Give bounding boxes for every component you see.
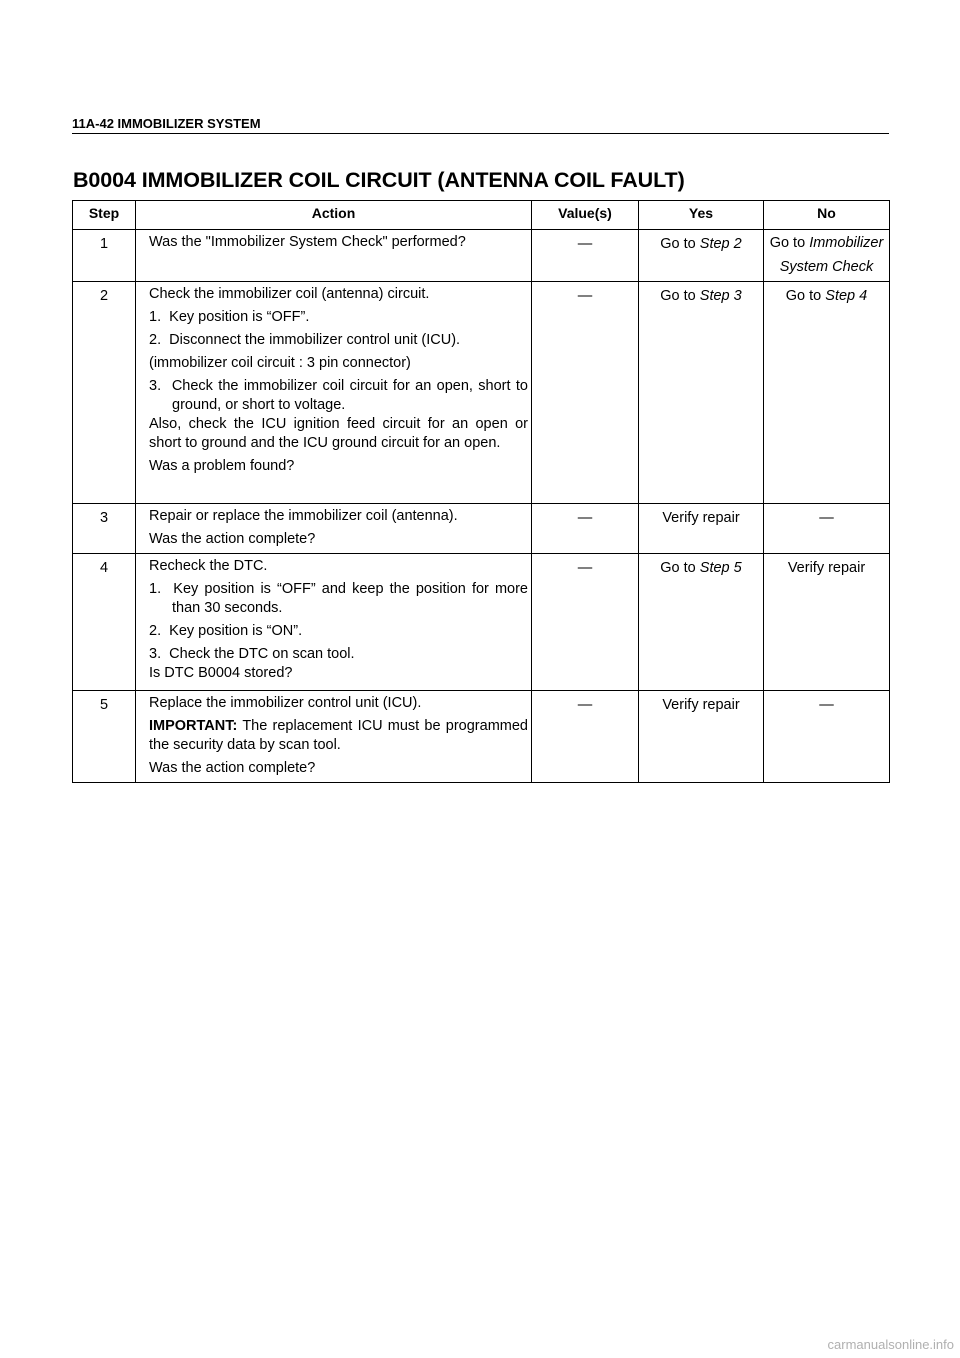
list-item bbox=[149, 331, 528, 350]
yes-cell: Verify repair bbox=[639, 691, 764, 783]
no-cell: Verify repair bbox=[764, 554, 890, 691]
table-row bbox=[73, 282, 890, 504]
action-text: Repair or replace the immobilizer coil (antenna). bbox=[149, 508, 458, 524]
list-number: 1. bbox=[149, 581, 162, 597]
action-question: Was the action complete? bbox=[149, 760, 316, 776]
list-text: Check the immobilizer coil circuit for an open, short to ground, or short to voltage. bbox=[171, 378, 528, 413]
yes-cell bbox=[639, 230, 764, 282]
list-text: Disconnect the immobilizer control unit (ICU). bbox=[169, 332, 461, 348]
action-cell bbox=[136, 282, 532, 504]
action-question: Was the action complete? bbox=[149, 531, 316, 547]
action-cell bbox=[136, 554, 532, 691]
important-text: The replacement ICU must be programmed the security data by scan tool. bbox=[149, 718, 528, 753]
action-cell bbox=[136, 504, 532, 554]
column-header-yes: Yes bbox=[639, 201, 764, 230]
column-header-action: Action bbox=[136, 201, 532, 230]
table-row bbox=[73, 504, 890, 554]
column-header-values: Value(s) bbox=[532, 201, 639, 230]
yes-prefix: Go to bbox=[660, 236, 700, 252]
table-row bbox=[73, 554, 890, 691]
list-number: 2. bbox=[149, 623, 162, 639]
column-header-step: Step bbox=[73, 201, 136, 230]
list-number: 3. bbox=[149, 646, 162, 662]
value-cell: — bbox=[532, 554, 639, 691]
yes-step-link[interactable]: Step 5 bbox=[699, 560, 742, 576]
yes-cell bbox=[639, 282, 764, 504]
action-cell bbox=[136, 230, 532, 282]
action-text: Replace the immobilizer control unit (ICU). bbox=[149, 695, 422, 711]
yes-step-link[interactable]: Step 3 bbox=[699, 288, 742, 304]
yes-step-link[interactable]: Step 2 bbox=[699, 236, 742, 252]
important-label: IMPORTANT: bbox=[149, 718, 238, 734]
action-note: (immobilizer coil circuit : 3 pin connector) bbox=[149, 355, 411, 371]
yes-prefix: Go to bbox=[660, 560, 700, 576]
value-cell: — bbox=[532, 691, 639, 783]
table-row bbox=[73, 691, 890, 783]
value-cell: — bbox=[532, 230, 639, 282]
no-link-line2[interactable]: System Check bbox=[779, 259, 874, 275]
step-number: 5 bbox=[73, 691, 136, 783]
list-number: 2. bbox=[149, 332, 162, 348]
list-item bbox=[149, 622, 528, 641]
yes-prefix: Go to bbox=[660, 288, 700, 304]
yes-cell: Verify repair bbox=[639, 504, 764, 554]
list-text: Key position is “OFF”. bbox=[169, 309, 310, 325]
page-header: 11A-42 IMMOBILIZER SYSTEM bbox=[72, 116, 889, 134]
watermark: carmanualsonline.info bbox=[827, 1337, 954, 1352]
value-cell: — bbox=[532, 504, 639, 554]
value-cell: — bbox=[532, 282, 639, 504]
no-cell bbox=[764, 282, 890, 504]
section-title: B0004 IMMOBILIZER COIL CIRCUIT (ANTENNA COIL FAULT) bbox=[73, 168, 685, 192]
action-cell bbox=[136, 691, 532, 783]
list-number: 3. bbox=[149, 378, 162, 394]
table-header-row bbox=[73, 201, 890, 230]
column-header-no: No bbox=[764, 201, 890, 230]
list-item bbox=[149, 377, 528, 415]
list-item bbox=[149, 308, 528, 327]
action-intro: Check the immobilizer coil (antenna) circuit. bbox=[149, 286, 430, 302]
action-question: Was a problem found? bbox=[149, 458, 295, 474]
step-number: 1 bbox=[73, 230, 136, 282]
action-intro: Recheck the DTC. bbox=[149, 558, 268, 574]
no-step-link[interactable]: Step 4 bbox=[825, 288, 868, 304]
list-text: Check the DTC on scan tool. bbox=[169, 646, 355, 662]
step-number: 4 bbox=[73, 554, 136, 691]
list-number: 1. bbox=[149, 309, 162, 325]
list-item bbox=[149, 580, 528, 618]
yes-cell bbox=[639, 554, 764, 691]
list-text: Key position is “ON”. bbox=[169, 623, 303, 639]
list-item bbox=[149, 645, 528, 664]
no-link-line1[interactable]: Immobilizer bbox=[809, 235, 884, 251]
no-cell: — bbox=[764, 691, 890, 783]
table-row bbox=[73, 230, 890, 282]
important-note bbox=[149, 717, 528, 755]
step-number: 3 bbox=[73, 504, 136, 554]
action-question: Is DTC B0004 stored? bbox=[149, 665, 293, 681]
no-prefix: Go to bbox=[769, 235, 810, 251]
action-text: Was the "Immobilizer System Check" performed? bbox=[149, 234, 466, 250]
action-also: Also, check the ICU ignition feed circuit for an open or short to ground and the ICU ground circuit for an open. bbox=[149, 416, 528, 451]
diagnostic-table bbox=[72, 200, 890, 783]
no-prefix: Go to bbox=[785, 288, 826, 304]
no-cell bbox=[764, 230, 890, 282]
list-text: Key position is “OFF” and keep the position for more than 30 seconds. bbox=[172, 581, 528, 616]
no-cell: — bbox=[764, 504, 890, 554]
step-number: 2 bbox=[73, 282, 136, 504]
